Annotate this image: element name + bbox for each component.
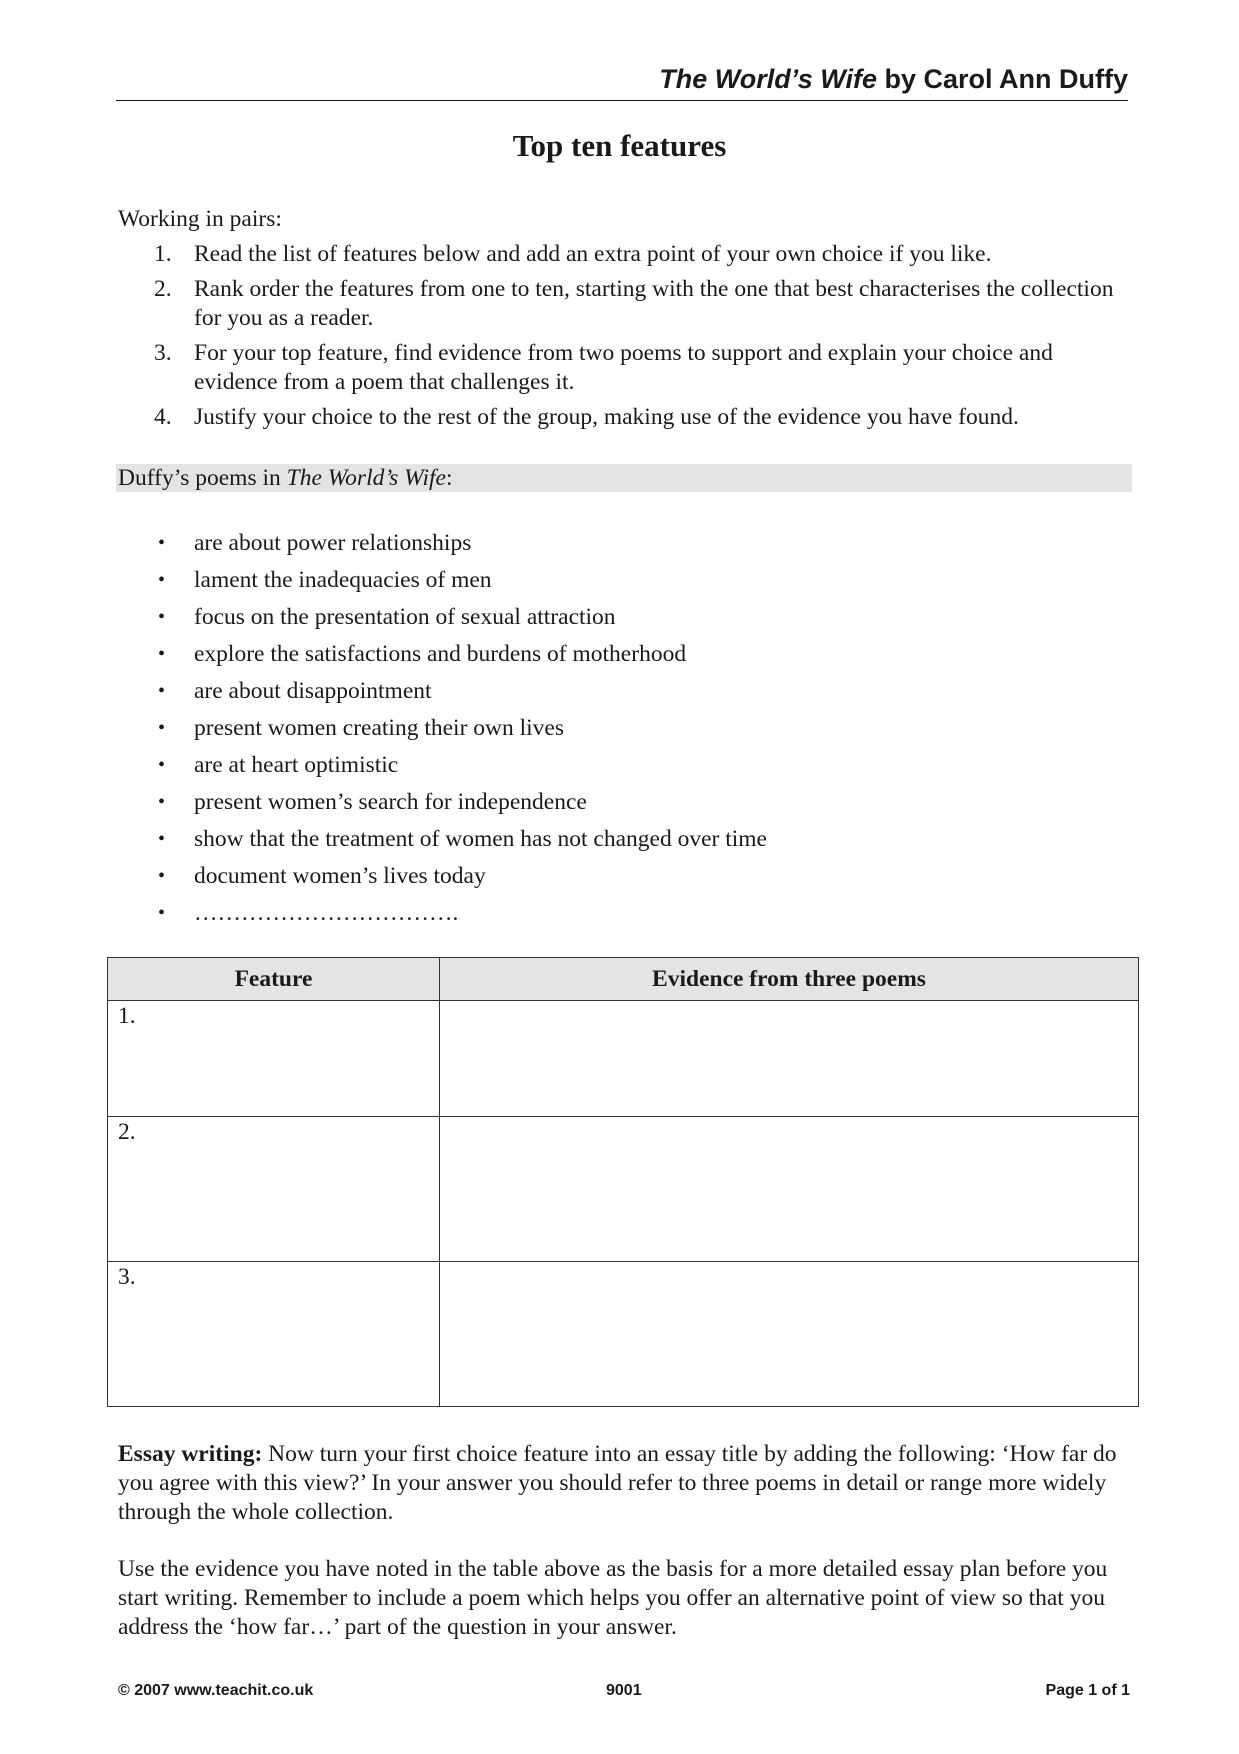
feature-item bbox=[118, 676, 767, 713]
feature-text: lament the inadequacies of men bbox=[194, 567, 492, 593]
bullet-icon: • bbox=[158, 569, 166, 591]
bullet-icon: • bbox=[158, 680, 166, 702]
feature-text: are about disappointment bbox=[194, 678, 432, 704]
feature-cell[interactable]: 1. bbox=[108, 1001, 440, 1117]
use-evidence-paragraph: Use the evidence you have noted in the table above as the basis for a more detailed essay plan before you start writing. Remember to include a poem which helps you offer an alternative point of view so that you address the ‘how far…’ part of the question in your answer. bbox=[118, 1556, 1108, 1640]
feature-cell[interactable]: 2. bbox=[108, 1117, 440, 1262]
instruction-item bbox=[118, 339, 1128, 397]
feature-item-blank bbox=[118, 898, 767, 935]
table-row bbox=[108, 1117, 1139, 1262]
essay-label: Essay writing: bbox=[118, 1441, 263, 1467]
feature-item bbox=[118, 602, 767, 639]
instruction-number: 2. bbox=[154, 276, 172, 302]
evidence-column-header: Evidence from three poems bbox=[440, 958, 1139, 1001]
table-header-row bbox=[108, 958, 1139, 1001]
feature-text: focus on the presentation of sexual attraction bbox=[194, 604, 616, 630]
instructions-list bbox=[118, 240, 1128, 438]
feature-cell[interactable]: 3. bbox=[108, 1262, 440, 1407]
header-book-title: The World’s Wife bbox=[659, 64, 877, 94]
feature-item bbox=[118, 565, 767, 602]
feature-item bbox=[118, 824, 767, 861]
bullet-icon: • bbox=[158, 643, 166, 665]
instruction-number: 4. bbox=[154, 404, 172, 430]
instruction-number: 3. bbox=[154, 340, 172, 366]
instruction-item bbox=[118, 403, 1128, 432]
feature-item bbox=[118, 639, 767, 676]
feature-text: present women’s search for independence bbox=[194, 789, 587, 815]
page-title: Top ten features bbox=[512, 128, 727, 163]
table-row bbox=[108, 1001, 1139, 1117]
instruction-text: Read the list of features below and add an extra point of your own choice if you like. bbox=[194, 241, 992, 267]
footer-copyright: © 2007 www.teachit.co.uk bbox=[118, 1682, 314, 1699]
band-book-title: The World’s Wife bbox=[286, 465, 446, 491]
feature-text: present women creating their own lives bbox=[194, 715, 565, 741]
bullet-icon: • bbox=[158, 717, 166, 739]
feature-blank-line: ……………………………. bbox=[194, 900, 459, 926]
evidence-cell[interactable] bbox=[440, 1262, 1139, 1407]
band-prefix: Duffy’s poems in bbox=[118, 465, 287, 491]
essay-text: Now turn your first choice feature into an essay title by adding the following: ‘How far do you agree with this view?’ In your answer you should refer to three poems in detail or range more widely through the whole collection. bbox=[118, 1441, 1117, 1525]
instruction-item bbox=[118, 275, 1128, 333]
header-author: by Carol Ann Duffy bbox=[876, 64, 1128, 94]
bullet-icon: • bbox=[158, 828, 166, 850]
feature-text: are about power relationships bbox=[194, 530, 472, 556]
instruction-item bbox=[118, 240, 1128, 269]
bullet-icon: • bbox=[158, 902, 166, 924]
instruction-number: 1. bbox=[154, 241, 172, 267]
feature-text: document women’s lives today bbox=[194, 863, 486, 889]
table-row bbox=[108, 1262, 1139, 1407]
feature-text: are at heart optimistic bbox=[194, 752, 399, 778]
evidence-cell[interactable] bbox=[440, 1117, 1139, 1262]
page-footer bbox=[118, 1682, 1130, 1706]
essay-paragraph bbox=[118, 1440, 1128, 1527]
instruction-text: For your top feature, find evidence from two poems to support and explain your choice and evidence from a poem that challenges it. bbox=[194, 340, 1053, 395]
feature-column-header: Feature bbox=[108, 958, 440, 1001]
feature-item bbox=[118, 861, 767, 898]
feature-item bbox=[118, 528, 767, 565]
bullet-icon: • bbox=[158, 754, 166, 776]
page-header bbox=[116, 60, 1128, 101]
footer-resource-id: 9001 bbox=[606, 1682, 642, 1699]
evidence-cell[interactable] bbox=[440, 1001, 1139, 1117]
section-band bbox=[116, 464, 1132, 492]
evidence-table bbox=[107, 957, 1139, 1407]
feature-text: show that the treatment of women has not changed over time bbox=[194, 826, 767, 852]
instruction-text: Justify your choice to the rest of the group, making use of the evidence you have found. bbox=[194, 404, 1019, 430]
instruction-text: Rank order the features from one to ten, starting with the one that best characterises the collection for you as a reader. bbox=[194, 276, 1114, 331]
feature-item bbox=[118, 713, 767, 750]
features-list bbox=[118, 528, 767, 935]
feature-item bbox=[118, 750, 767, 787]
footer-page-number: Page 1 of 1 bbox=[1045, 1682, 1130, 1699]
band-suffix: : bbox=[445, 465, 453, 491]
bullet-icon: • bbox=[158, 606, 166, 628]
bullet-icon: • bbox=[158, 532, 166, 554]
intro-text: Working in pairs: bbox=[118, 206, 282, 232]
feature-item bbox=[118, 787, 767, 824]
bullet-icon: • bbox=[158, 791, 166, 813]
feature-text: explore the satisfactions and burdens of motherhood bbox=[194, 641, 687, 667]
bullet-icon: • bbox=[158, 865, 166, 887]
